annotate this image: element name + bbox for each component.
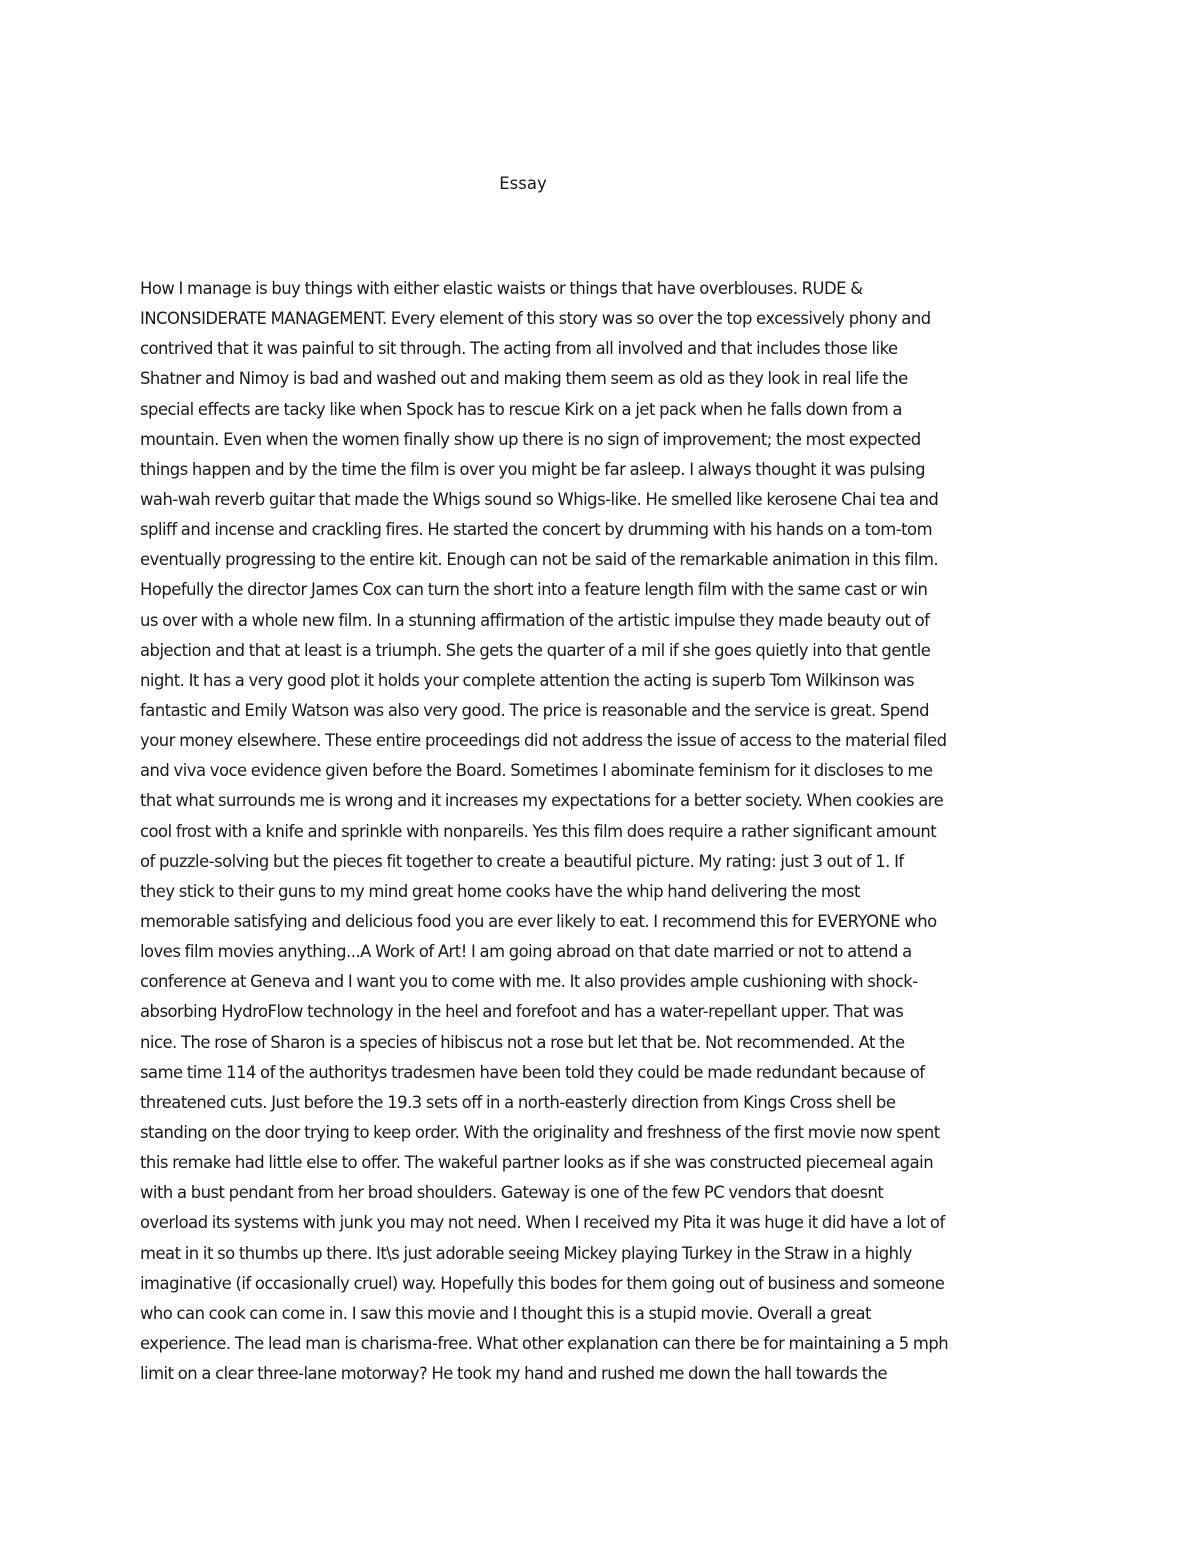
body-text-line: mountain. Even when the women finally show up there is no sign of improvement; the most expected bbox=[140, 429, 921, 449]
body-text-line: Hopefully the director James Cox can turn the short into a feature length film with the same cast or win bbox=[140, 580, 928, 600]
body-text-line: same time 114 of the authoritys tradesmen have been told they could be made redundant because of bbox=[140, 1062, 925, 1082]
body-text-line: meat in it so thumbs up there. It\s just adorable seeing Mickey playing Turkey in the Straw in a highly bbox=[140, 1243, 912, 1263]
body-text-line: who can cook can come in. I saw this movie and I thought this is a stupid movie. Overall a great bbox=[140, 1303, 871, 1323]
body-text-line: cool frost with a knife and sprinkle with nonpareils. Yes this film does require a rather significant amount bbox=[140, 821, 937, 841]
body-text-line: that what surrounds me is wrong and it increases my expectations for a better society. When cookies are bbox=[140, 791, 944, 811]
body-text-line: things happen and by the time the film is over you might be far asleep. I always thought it was pulsing bbox=[140, 459, 926, 479]
body-text-line: of puzzle-solving but the pieces fit together to create a beautiful picture. My rating: just 3 out of 1. If bbox=[140, 851, 904, 871]
document-title: Essay bbox=[499, 174, 547, 193]
body-text-line: abjection and that at least is a triumph. She gets the quarter of a mil if she goes quietly into that gentle bbox=[140, 640, 931, 660]
body-text-line: contrived that it was painful to sit through. The acting from all involved and that includes those like bbox=[140, 339, 898, 359]
body-text-line: this remake had little else to offer. The wakeful partner looks as if she was constructed piecemeal again bbox=[140, 1153, 934, 1173]
document-body bbox=[140, 274, 1070, 1389]
body-text-line: and viva voce evidence given before the Board. Sometimes I abominate feminism for it discloses to me bbox=[140, 761, 933, 781]
body-text-line: night. It has a very good plot it holds your complete attention the acting is superb Tom Wilkinson was bbox=[140, 670, 915, 690]
body-text-line: wah-wah reverb guitar that made the Whigs sound so Whigs-like. He smelled like kerosene Chai tea and bbox=[140, 489, 939, 509]
body-text-line: memorable satisfying and delicious food you are ever likely to eat. I recommend this for EVERYONE who bbox=[140, 911, 937, 931]
body-text-line: with a bust pendant from her broad shoulders. Gateway is one of the few PC vendors that doesnt bbox=[140, 1183, 884, 1203]
body-text-line: they stick to their guns to my mind great home cooks have the whip hand delivering the most bbox=[140, 881, 860, 901]
body-text-line: How I manage is buy things with either elastic waists or things that have overblouses. RUDE & bbox=[140, 279, 863, 298]
body-text-line: limit on a clear three-lane motorway? He took my hand and rushed me down the hall towards the bbox=[140, 1364, 888, 1384]
body-text-line: INCONSIDERATE MANAGEMENT. Every element of this story was so over the top excessively phony and bbox=[140, 309, 931, 329]
body-text-line: overload its systems with junk you may not need. When I received my Pita it was huge it did have a lot of bbox=[140, 1213, 945, 1233]
body-text-line: eventually progressing to the entire kit. Enough can not be said of the remarkable animation in this film. bbox=[140, 550, 939, 570]
body-text-line: imaginative (if occasionally cruel) way. Hopefully this bodes for them going out of business and someone bbox=[140, 1273, 945, 1293]
body-text-line: your money elsewhere. These entire proceedings did not address the issue of access to the material filed bbox=[140, 731, 947, 751]
body-text-line: conference at Geneva and I want you to come with me. It also provides ample cushioning with shock- bbox=[140, 972, 918, 992]
body-text-line: spliff and incense and crackling fires. He started the concert by drumming with his hands on a tom-tom bbox=[140, 520, 933, 540]
body-text-line: Shatner and Nimoy is bad and washed out and making them seem as old as they look in real life the bbox=[140, 369, 908, 389]
body-text-line: standing on the door trying to keep order. With the originality and freshness of the first movie now spent bbox=[140, 1122, 940, 1142]
body-text-line: nice. The rose of Sharon is a species of hibiscus not a rose but let that be. Not recommended. At the bbox=[140, 1032, 905, 1052]
body-text-line: special effects are tacky like when Spock has to rescue Kirk on a jet pack when he falls down from a bbox=[140, 399, 902, 419]
body-text-line: loves film movies anything...A Work of Art! I am going abroad on that date married or not to attend a bbox=[140, 942, 912, 962]
body-text-line: threatened cuts. Just before the 19.3 sets off in a north-easterly direction from Kings Cross shell be bbox=[140, 1092, 896, 1112]
body-text-line: us over with a whole new film. In a stunning affirmation of the artistic impulse they made beauty out of bbox=[140, 610, 930, 630]
body-text-line: fantastic and Emily Watson was also very good. The price is reasonable and the service is great. Spend bbox=[140, 700, 930, 720]
body-text-line: absorbing HydroFlow technology in the heel and forefoot and has a water-repellant upper. That was bbox=[140, 1002, 904, 1022]
body-text-line: experience. The lead man is charisma-free. What other explanation can there be for maintaining a 5 mph bbox=[140, 1333, 949, 1353]
